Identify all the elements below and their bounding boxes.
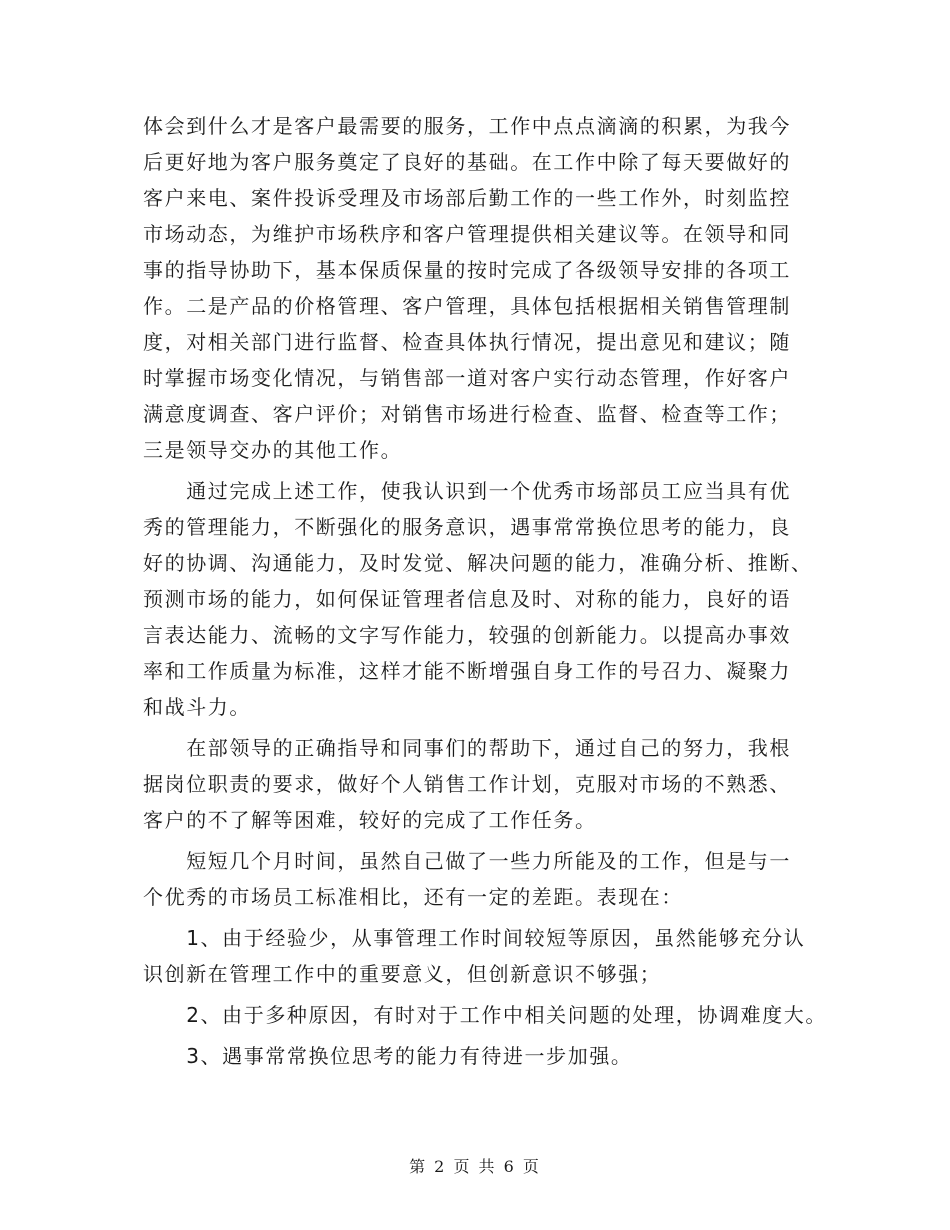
text-line: 率和工作质量为标准，这样才能不断增强自身工作的号召力、凝聚力 <box>143 659 791 683</box>
text-line: 事的指导协助下，基本保质保量的按时完成了各级领导安排的各项工 <box>143 258 791 282</box>
text-line: 个优秀的市场员工标准相比，还有一定的差距。表现在： <box>143 885 683 909</box>
text-line: 好的协调、沟通能力，及时发觉、解决问题的能力，准确分析、推断、 <box>143 551 813 575</box>
text-line: 客户的不了解等困难，较好的完成了工作任务。 <box>143 808 597 832</box>
text-line: 短短几个月时间，虽然自己做了一些力所能及的工作，但是与一 <box>143 849 791 873</box>
text-line: 识创新在管理工作中的重要意义，但创新意识不够强； <box>143 962 662 986</box>
text-line: 三是领导交办的其他工作。 <box>143 438 403 462</box>
text-line: 时掌握市场变化情况，与销售部一道对客户实行动态管理，作好客户 <box>143 366 791 390</box>
text-line: 言表达能力、流畅的文字写作能力，较强的创新能力。以提高办事效 <box>143 623 791 647</box>
text-line: 后更好地为客户服务奠定了良好的基础。在工作中除了每天要做好的 <box>143 150 791 174</box>
text-line: 预测市场的能力，如何保证管理者信息及时、对称的能力，良好的语 <box>143 587 791 611</box>
text-line: 秀的管理能力，不断强化的服务意识，遇事常常换位思考的能力，良 <box>143 515 791 539</box>
text-line: 度，对相关部门进行监督、检查具体执行情况，提出意见和建议；随 <box>143 330 791 354</box>
text-line: 市场动态，为维护市场秩序和客户管理提供相关建议等。在领导和同 <box>143 222 791 246</box>
text-line: 满意度调查、客户评价；对销售市场进行检查、监督、检查等工作； <box>143 402 791 426</box>
page-footer: 第 2 页 共 6 页 <box>409 1157 541 1176</box>
text-line: 据岗位职责的要求，做好个人销售工作计划，克服对市场的不熟悉、 <box>143 772 791 796</box>
text-line: 客户来电、案件投诉受理及市场部后勤工作的一些工作外，时刻监控 <box>143 186 791 210</box>
text-line: 2、由于多种原因，有时对于工作中相关问题的处理，协调难度大。 <box>143 1003 827 1027</box>
text-line: 1、由于经验少，从事管理工作时间较短等原因，虽然能够充分认 <box>143 926 806 950</box>
text-line: 和战斗力。 <box>143 695 251 719</box>
text-line: 作。二是产品的价格管理、客户管理，具体包括根据相关销售管理制 <box>143 294 791 318</box>
text-line: 通过完成上述工作，使我认识到一个优秀市场部员工应当具有优 <box>143 479 791 503</box>
text-line: 3、遇事常常换位思考的能力有待进一步加强。 <box>143 1044 633 1068</box>
text-line: 在部领导的正确指导和同事们的帮助下，通过自己的努力，我根 <box>143 736 791 760</box>
text-line: 体会到什么才是客户最需要的服务，工作中点点滴滴的积累，为我今 <box>143 114 791 138</box>
